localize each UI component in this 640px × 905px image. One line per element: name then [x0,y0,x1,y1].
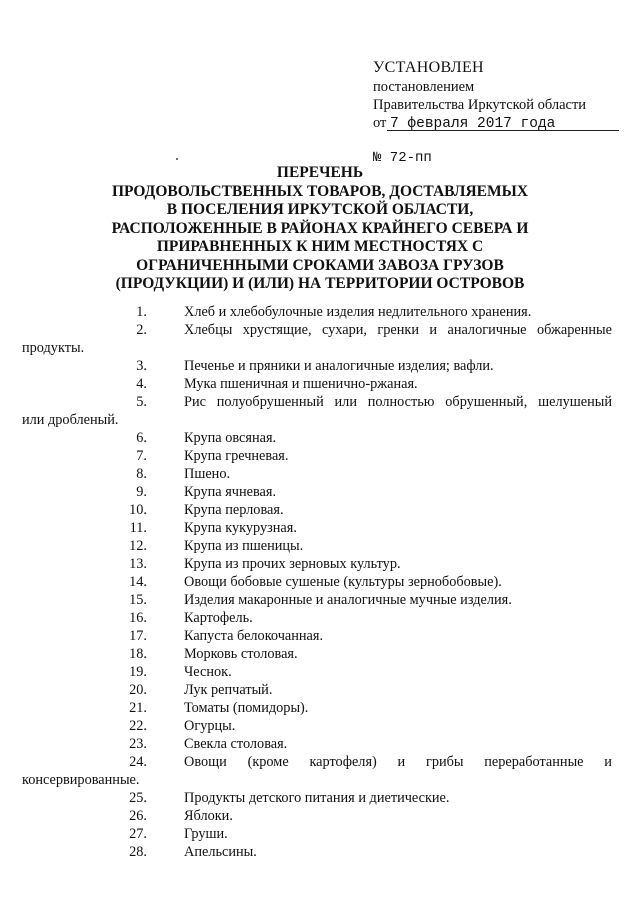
list-item [125,537,612,555]
list-item-number: 21. [129,700,147,716]
list-item-text [147,753,612,771]
list-item [22,321,612,357]
approval-date-value: 7 февраля 2017 года [390,116,556,132]
list-item-text: Лук репчатый. [184,682,273,698]
list-item-word: хрустящие, [242,322,312,338]
list-item [125,519,612,537]
approval-number: № 72-пп [373,150,432,166]
list-item-text: Хлеб и хлебобулочные изделия недлительного хранения. [184,304,532,320]
list-item-word: обжаренные [536,322,612,338]
list-item-word: и [604,754,612,770]
list-item-word: шелушеный [538,394,612,410]
list-item-text: Крупа ячневая. [184,484,277,500]
list-item-text: Продукты детского питания и диетические. [184,790,450,806]
list-item-word: или [334,394,357,410]
list-item-number: 3. [136,358,147,374]
list-item-number: 27. [129,826,147,842]
list-item-text: Пшено. [184,466,231,482]
list-item-word: картофеля) [309,754,377,770]
list-item-text: Овощи бобовые сушеные (культуры зернобобовые). [184,574,502,590]
approval-line-resolution: постановлением [373,79,475,95]
list-item-number: 16. [129,610,147,626]
list-item [125,663,612,681]
list-item-number: 9. [136,484,147,500]
list-item-continuation: продукты. [22,340,85,356]
list-item [125,501,612,519]
list-item-word: грибы [425,754,464,770]
approval-line-government: Правительства Иркутской области [373,97,587,113]
list-item-text [147,321,612,339]
list-item [125,375,612,393]
list-item-text: Картофель. [184,610,253,626]
list-item-number: 4. [136,376,147,392]
list-item-text: Крупа кукурузная. [184,520,297,536]
product-list [22,303,612,861]
list-item-number: 12. [129,538,147,554]
list-item [125,645,612,663]
list-item-word: Рис [184,394,206,410]
list-item-number: 18. [129,646,147,662]
list-item-number: 14. [129,574,147,590]
list-item-word: и [429,322,438,338]
scan-speck [176,158,178,160]
list-item-word: полностью [367,394,435,410]
list-item-text: Томаты (помидоры). [184,700,309,716]
approval-date-prefix: от [373,115,387,131]
list-item-number: 28. [129,844,147,860]
list-item-number: 6. [136,430,147,446]
list-item-number: 20. [129,682,147,698]
heading-title: ПЕРЕЧЕНЬ [276,164,364,181]
list-item-text: Капуста белокочанная. [184,628,324,644]
list-item [125,465,612,483]
list-item-number: 26. [129,808,147,824]
list-item-word: сухари, [321,322,367,338]
list-item-word: переработанные [484,754,584,770]
list-item-number: 15. [129,592,147,608]
list-item [22,753,612,789]
list-item-number: 11. [129,520,147,536]
list-item-number: 13. [129,556,147,572]
list-item-text: Крупа из прочих зерновых культур. [184,556,401,572]
list-item-text: Морковь столовая. [184,646,298,662]
list-item-text: Огурцы. [184,718,236,734]
list-item [125,447,612,465]
list-item-word: и [397,754,406,770]
list-item-text: Чеснок. [184,664,232,680]
list-item-text: Крупа овсяная. [184,430,277,446]
list-item-number: 25. [129,790,147,806]
list-item-text: Печенье и пряники и аналогичные изделия; вафли. [184,358,494,374]
list-item [125,735,612,753]
list-item-number: 24. [129,754,147,770]
list-item-text: Апельсины. [184,844,257,860]
list-item-word: аналогичные [447,322,527,338]
heading-body: ПРОДОВОЛЬСТВЕННЫХ ТОВАРОВ, ДОСТАВЛЯЕМЫХ В ПОСЕЛЕНИЯ ИРКУТСКОЙ ОБЛАСТИ, РАСПОЛОЖЕННЫЕ В РАЙОНАХ КРАЙНЕГО СЕВЕРА И ПРИРАВНЕННЫХ К НИМ МЕСТНОСТЯХ С ОГРАНИЧЕННЫМИ СРОКАМИ ЗАВОЗА ГРУЗОВ (ПРОДУКЦИИ) И (ИЛИ) НА ТЕРРИТОРИИ ОСТРОВОВ [111,182,529,292]
list-item-word: полуобрушенный [216,394,324,410]
list-item [125,609,612,627]
list-item [125,789,612,807]
list-item-number: 7. [136,448,147,464]
list-item-text: Крупа из пшеницы. [184,538,304,554]
list-item-word: Овощи [184,754,227,770]
list-item-number: 23. [129,736,147,752]
list-item-number: 22. [129,718,147,734]
list-item-word: гренки [377,322,419,338]
list-item-continuation: консервированные. [22,772,140,788]
date-underline [387,130,619,131]
list-item-number: 17. [129,628,147,644]
list-item-word: (кроме [247,754,289,770]
approval-block [373,58,613,167]
list-item-number: 1. [136,304,147,320]
list-item [125,699,612,717]
approval-title: УСТАНОВЛЕН [373,59,484,76]
list-item-text: Мука пшеничная и пшенично-ржаная. [184,376,418,392]
list-item [125,483,612,501]
list-item [22,393,612,429]
list-item-text: Крупа перловая. [184,502,284,518]
list-item-number: 8. [136,466,147,482]
list-item [125,681,612,699]
list-item [125,825,612,843]
list-item-word: Хлебцы [184,322,233,338]
document-heading [110,164,530,294]
list-item-text [147,393,612,411]
list-item [125,357,612,375]
list-item [125,429,612,447]
list-item-number: 5. [136,394,147,410]
list-item-word: обрушенный, [445,394,528,410]
list-item-text: Яблоки. [184,808,233,824]
list-item [125,303,612,321]
list-item-text: Груши. [184,826,228,842]
list-item-text: Свекла столовая. [184,736,288,752]
list-item [125,807,612,825]
list-item-text: Крупа гречневая. [184,448,289,464]
list-item-number: 19. [129,664,147,680]
list-item-number: 2. [136,322,147,338]
list-item [125,591,612,609]
list-item-number: 10. [129,502,147,518]
list-item-text: Изделия макаронные и аналогичные мучные изделия. [184,592,512,608]
list-item-continuation: или дробленый. [22,412,119,428]
list-item [125,573,612,591]
list-item [125,627,612,645]
list-item [125,843,612,861]
list-item [125,555,612,573]
list-item [125,717,612,735]
